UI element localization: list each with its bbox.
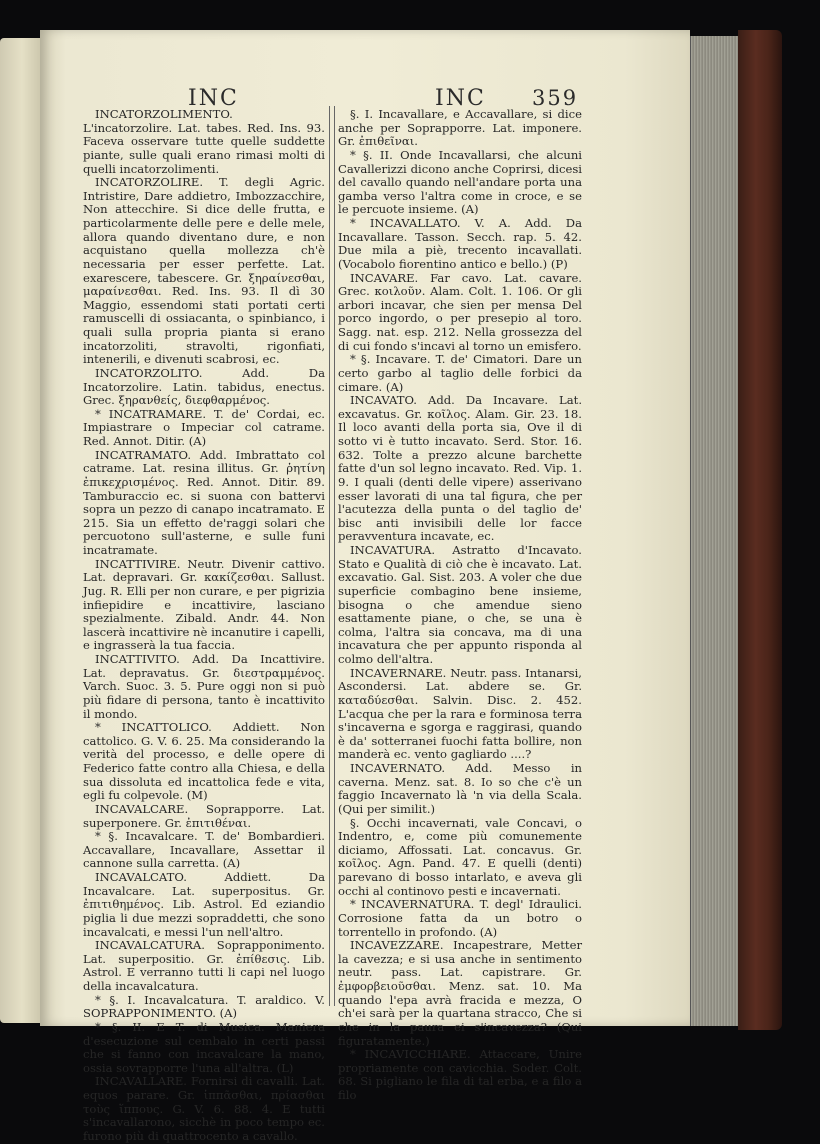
left-column — [83, 108, 325, 1144]
page-number: 359 — [532, 86, 579, 110]
left-page-edge — [0, 38, 40, 1023]
entry: INCAVARE. Far cavo. Lat. cavare. Grec. κοιλοῦν. Alam. Colt. 1. 106. Or gli arbori incavar, che sien per mensa Del porco ingordo, o per presepio al toro. Sagg. nat. esp. 212. Nella grossezza del di cui fondo s'incavi al torno un emisfero. — [338, 270, 582, 353]
entry: * §. I. Incavalcatura. T. araldico. V. SOPRAPPONIMENTO. (A) — [83, 992, 325, 1021]
running-head-left: INC — [188, 86, 239, 111]
entry: INCATORZOLIRE. T. degli Agric. Intristire, Dare addietro, Imbozzacchire, Non attecchire. Si dice delle frutta, e particolarmente delle pere e delle mele, allora quando diventano dure, e non acquistano quella mollezza ch'è necessaria per esser perfette. Lat. exarescere, tabescere. Gr. ξηραίνεσθαι, μαραίνεσθαι. Red. Ins. 93. Il dì 30 Maggio, essendomi stati portati certi ramuscelli di ossiacanta, o spinbianco, i quali sulla propria pianta si erano incatorzoliti, stravolti, rigonfiati, intenerili, e divenuti scabrosi, ec. — [83, 175, 325, 367]
entry: * INCATTOLICO. Addiett. Non cattolico. G. V. 6. 25. Ma considerando la verità del processo, e delle opere di Federico fatte contro alla Chiesa, e della sua dissoluta ed incattolica fede e vita, egli fu colpevole. (M) — [83, 720, 325, 803]
entry: §. Occhi incavernati, vale Concavi, o Indentro, e, come più comunemente diciamo, Affossati. Lat. concavus. Gr. κοῖλος. Agn. Pand. 47. E quelli (denti) parevano di bosso intarlato, e aveva gli occhi al continovo pesti e incavernati. — [338, 815, 582, 898]
entry: INCATORZOLITO. Add. Da Incatorzolire. Latin. tabidus, enectus. Grec. ξηρανθείς, διεφθαρμένος. — [83, 365, 325, 408]
entry: INCAVALLARE. Fornirsi di cavalli. Lat. equos parare. Gr. ἱππᾶσθαι, πρίασθαι τοὺς ἵππους. G. V. 6. 88. 4. E tutti s'incavallarono, sicchè in poco tempo ec. furono più di quattrocento a cavallo. — [83, 1074, 325, 1143]
entry: * INCAVICCHIARE. Attaccare, Unire propriamente con cavicchia. Soder. Colt. 68. Si pigliano le fila di tal erba, e a filo a filo — [338, 1047, 582, 1102]
book-cover-spine — [738, 30, 782, 1030]
entry: INCAVALCARE. Soprapporre. Lat. superponere. Gr. ἐπιτιθέναι. — [83, 801, 325, 830]
entry: INCAVALCATO. Addiett. Da Incavalcare. Lat. superpositus. Gr. ἐπιτιθημένος. Lib. Astrol. Ed eziandio piglia li due mezzi sopraddetti, che sono incavalcati, e messi l'un nell'altro. — [83, 870, 325, 939]
entry: * §. Incavalcare. T. de' Bombardieri. Accavallare, Incavallare, Assettar il cannone sulla carretta. (A) — [83, 829, 325, 871]
entry: INCAVALCATURA. Soprapponimento. Lat. superpositio. Gr. ἐπίθεσις. Lib. Astrol. E verranno tutti li capi nel luogo della incavalcatura. — [83, 938, 325, 993]
entry: INCATTIVIRE. Neutr. Divenir cattivo. Lat. depravari. Gr. κακίζεσθαι. Sallust. Jug. R. Elli per non curare, e per pigrizia infiepidire e incattivire, lasciano spezialmente. Zibald. Andr. 44. Non lascerà incattivire nè incanutire i capelli, e ingrasserà la tua faccia. — [83, 556, 325, 653]
entry: * INCATRAMARE. T. de' Cordai, ec. Impiastrare o Impeciar col catrame. Red. Annot. Ditir. (A) — [83, 406, 325, 448]
entry: INCAVEZZARE. Incapestrare, Metter la cavezza; e si usa anche in sentimento neutr. pass. Lat. capistrare. Gr. ἐμφορβειοῦσθαι. Menz. sat. 10. Ma quando l'epa avrà fracida e mezza, O ch'ei sarà per la quartana stracco, Che si che in la paura ei s'incavezza? (Qui figuratamente.) — [338, 938, 582, 1048]
column-rule — [329, 106, 335, 1006]
right-column — [338, 108, 582, 1103]
entry: §. I. Incavallare, e Accavallare, si dice anche per Soprapporre. Lat. imponere. Gr. ἐπιθεῖναι. — [338, 107, 582, 149]
entry: INCATRAMATO. Add. Imbrattato col catrame. Lat. resina illitus. Gr. ῥητίνη ἐπικεχρισμένος. Red. Annot. Ditir. 89. Tamburaccio ec. si suona con battervi sopra un pezzo di canapo incatramato. E 215. Sia un effetto de'raggi solari che percuotono sull'asterne, e sulle funi incatramate. — [83, 447, 325, 557]
entry: INCAVERNATO. Add. Messo in caverna. Menz. sat. 8. Io so che c'è un faggio Incavernato là 'n via della Scala. (Qui per similit.) — [338, 761, 582, 816]
entry: * INCAVALLATO. V. A. Add. Da Incavallare. Tasson. Secch. rap. 5. 42. Due mila a piè, trecento incavallati. (Vocabolo fiorentino antico e bello.) (P) — [338, 216, 582, 271]
page-fore-edge — [690, 36, 739, 1026]
entry: * §. II. E T. di Musica. Maniera d'esecuzione sul cembalo in certi passi che si fanno con incavalcare la mano, ossia sovrapporre l'una all'altra. (L) — [83, 1019, 325, 1075]
entry: INCATTIVITO. Add. Da Incattivire. Lat. depravatus. Gr. διεστραμμένος. Varch. Suoc. 3. 5. Pure oggi non si può più fidare di persona, tanto è incattivito il mondo. — [83, 652, 325, 721]
running-head-right: INC — [435, 86, 486, 111]
entry: * §. Incavare. T. de' Cimatori. Dare un certo garbo al taglio delle forbici da cimare. (A) — [338, 352, 582, 394]
entry: INCAVATURA. Astratto d'Incavato. Stato e Qualità di ciò che è incavato. Lat. excavatio. Gal. Sist. 203. A voler che due superficie combagino bene insieme, bisogna o che amendue sieno esattamente piane, o che, se una è colma, l'altra sia concava, ma di una incavatura che per appunto risponda al colmo dell'altra. — [338, 543, 582, 666]
entry: INCAVATO. Add. Da Incavare. Lat. excavatus. Gr. κοῖλος. Alam. Gir. 23. 18. Il loco avanti della porta sia, Ove il di sotto vi è tutto incavato. Serd. Stor. 16. 632. Tolte a prezzo alcune barchette fatte d'un sol legno incavato. Red. Vip. 1. 9. I quali (denti delle vipere) asserivano esser lavorati di una tal figura, che per l'acutezza della punta o del taglio de' bisc anti invisibili delle lor facce peravventura incavate, ec. — [338, 393, 582, 544]
entry: * INCAVERNATURA. T. degl' Idraulici. Corrosione fatta da un botro o torrentello in profondo. (A) — [338, 897, 582, 939]
entry: INCATORZOLIMENTO. L'incatorzolire. Lat. tabes. Red. Ins. 93. Faceva osservare tutte quelle suddette piante, sulle quali erano rimasi molti di quelli incatorzolimenti. — [83, 107, 325, 176]
entry: * §. II. Onde Incavallarsi, che alcuni Cavallerizzi dicono anche Coprirsi, dicesi del cavallo quando nell'andare porta una gamba verso l'altra come in croce, e se le percuote insieme. (A) — [338, 147, 582, 217]
entry: INCAVERNARE. Neutr. pass. Intanarsi, Ascondersi. Lat. abdere se. Gr. καταδύεσθαι. Salvin. Disc. 2. 452. L'acqua che per la rara e forminosa terra s'incaverna e sgorga e raggirasi, quando è da' sotterranei fuochi fatta bollire, non manderà ec. vento gagliardo ....? — [338, 665, 582, 762]
